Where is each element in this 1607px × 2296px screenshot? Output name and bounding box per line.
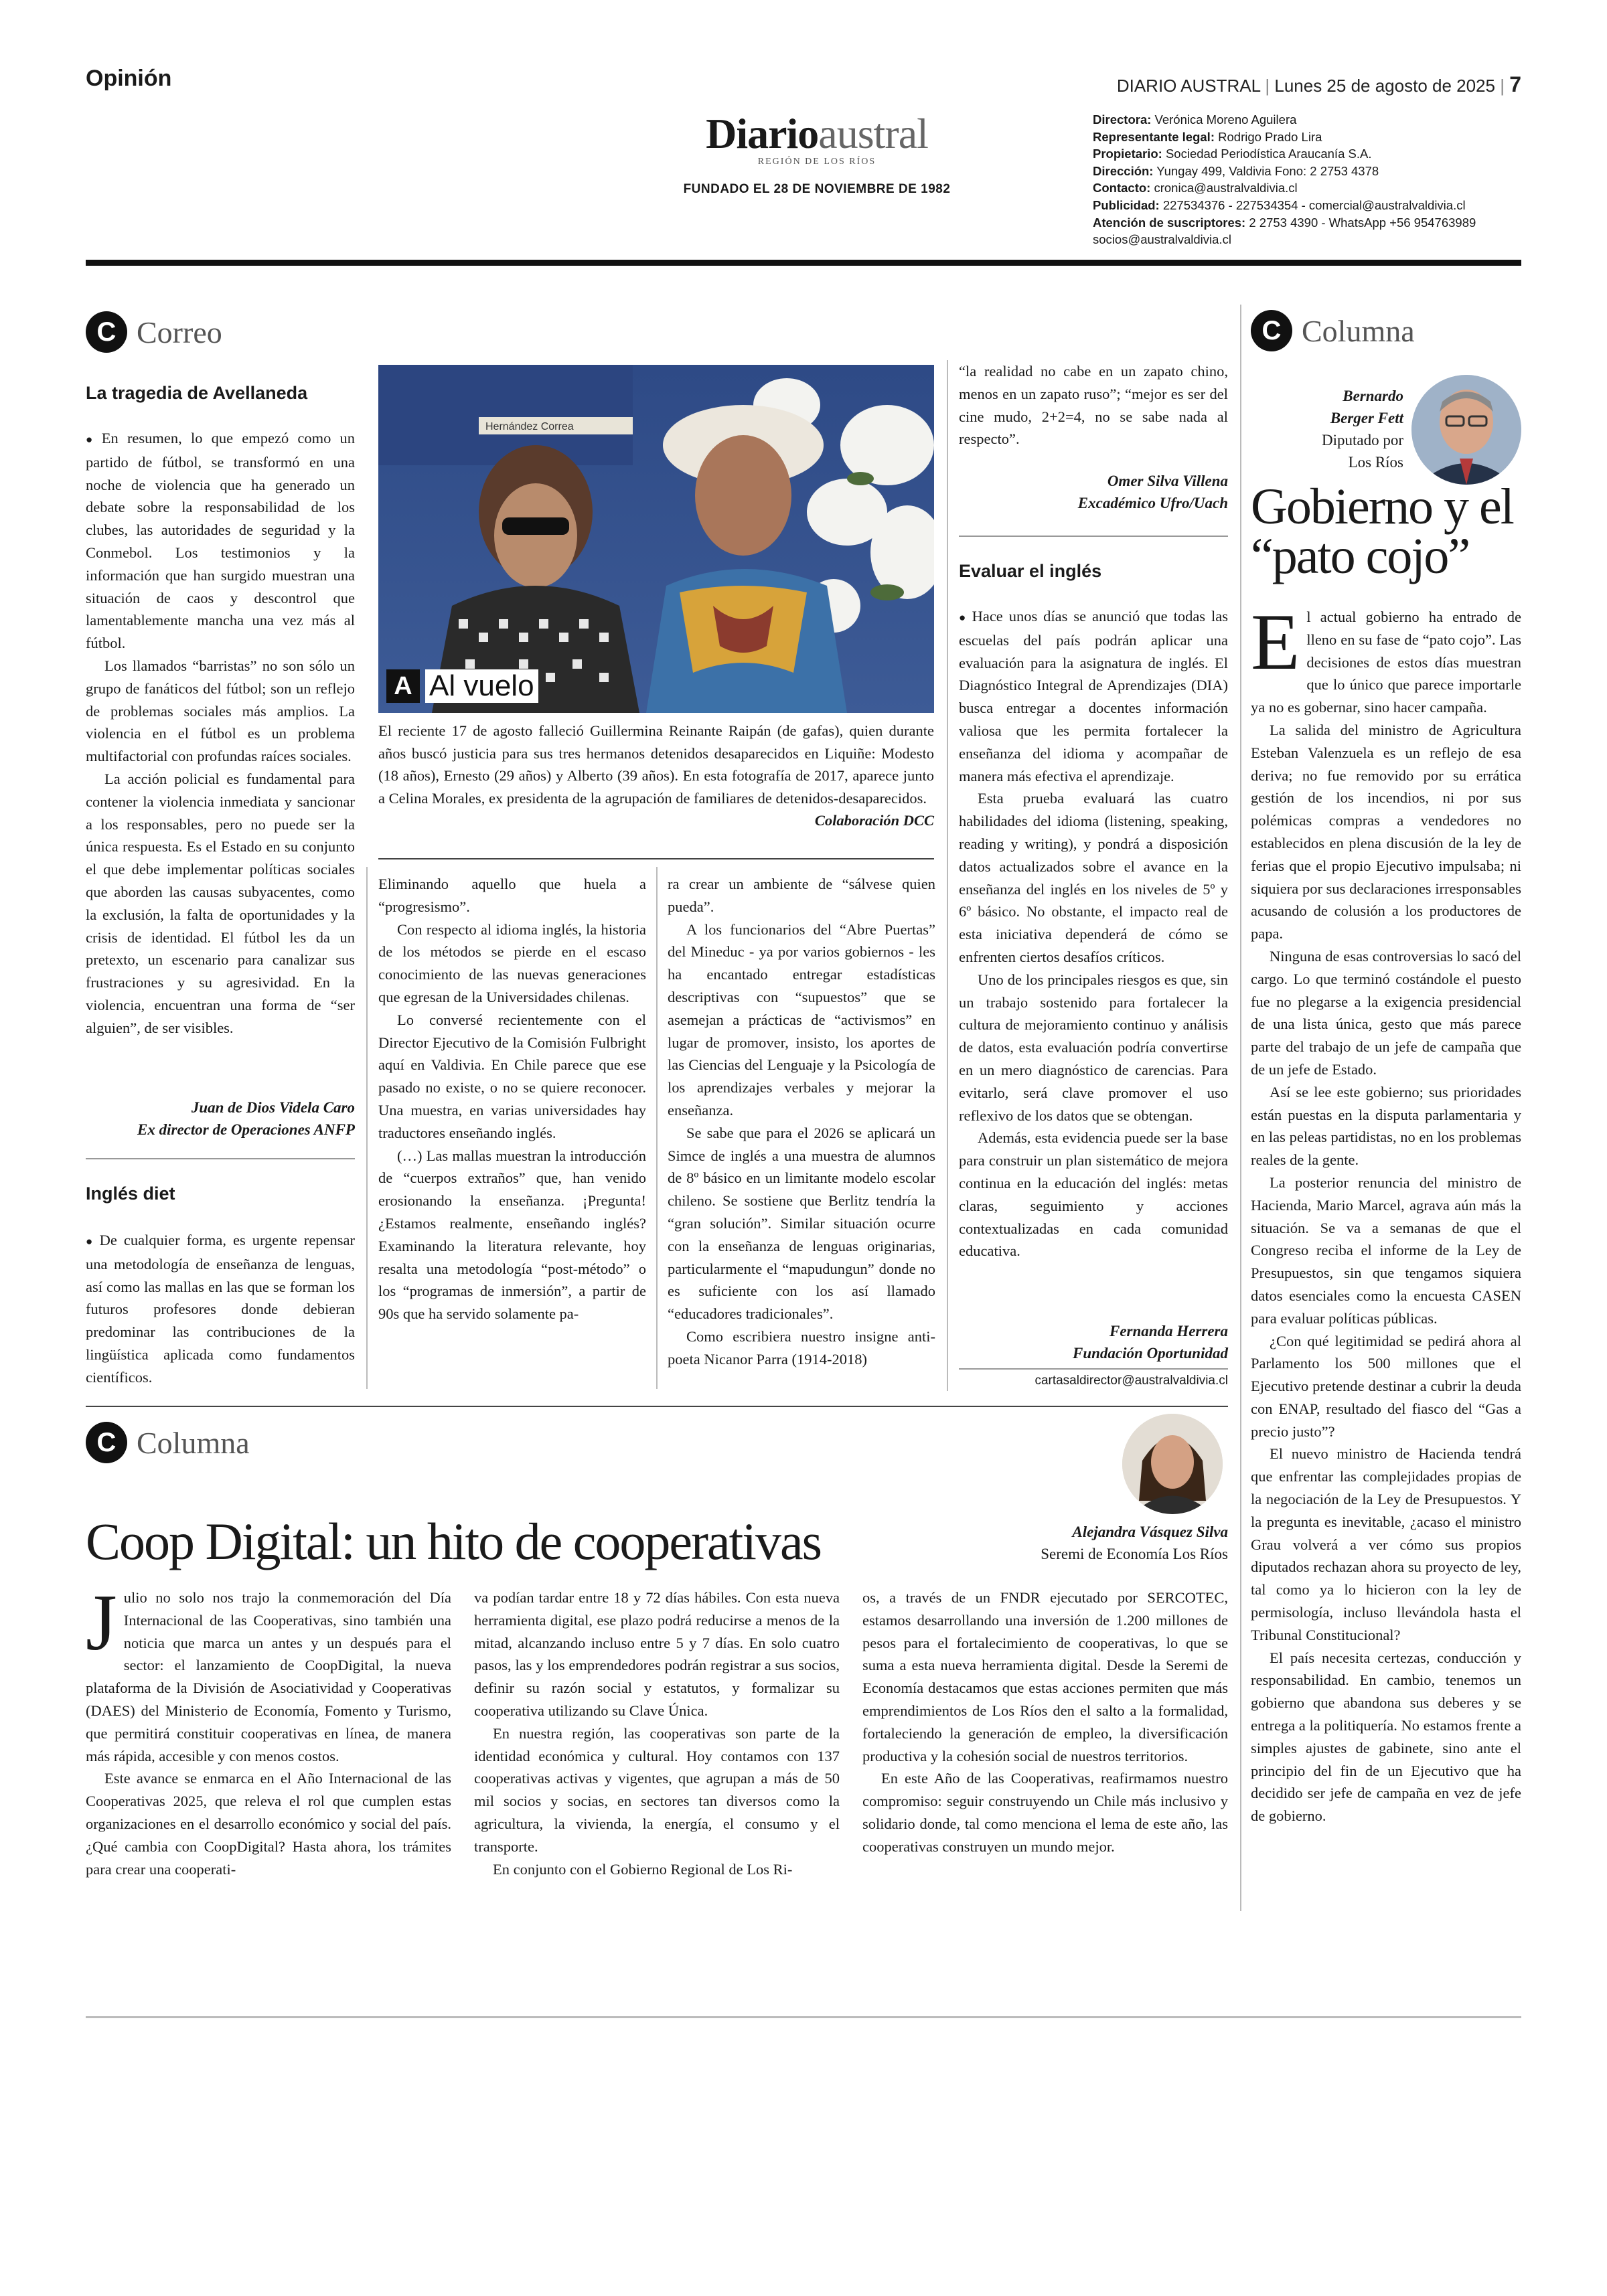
paragraph: En conjunto con el Gobierno Regional de Los Ri- (493, 1860, 793, 1878)
paragraph: va podían tardar entre 18 y 72 días hábiles. Con esta nueva herramienta digital, ese plazo podrá reducirse a menos de la mitad, alcanzando incluso entre 5 y 7 días. En solo cuatro pasos, las y los emprendedores podrán registrar a sus socios, definir su razón social y estatutos, y formalizar su cooperativa utilizando su Clave Única. (474, 1589, 840, 1719)
paragraph: ulio no solo nos trajo la conmemoración del Día Internacional de las Cooperativas, sino también una noticia que marca un antes y un después para el sector: el lanzamiento de CoopDigital, la nueva plataforma de la División de Asociatividad y Cooperativas (DAES) del Ministerio de Economía, Fomento y Turismo, que permitirá constituir cooperativas en línea, de manera más rápida, accesible y con menos costos. (86, 1589, 451, 1765)
signature-role: Ex director de Operaciones ANFP (137, 1121, 355, 1138)
staff-line: Representante legal: Rodrigo Prado Lira (1093, 129, 1322, 144)
divider (86, 1406, 1228, 1407)
author-last-name: Berger Fett (1330, 410, 1403, 426)
paragraph: Ninguna de esas controversias lo sacó del cargo. Lo que terminó costándole el puesto fue no plegarse a la exigencia presidencial de una lista única, gesto que más parece parte del trabajo de un jefe de campaña que de un jefe de Estado. (1251, 947, 1521, 1078)
paragraph: ● De cualquier forma, es urgente repensar una metodología de enseñanza de lenguas, así como las mallas en las que se forman los futuros profesores donde debieran predominar las contribuciones de la lingüística aplicada como fundamentos científicos. (86, 1229, 355, 1389)
avatar-portrait (1411, 375, 1521, 485)
paragraph: l actual gobierno ha entrado de lleno en su fase de “pato cojo”. Las decisiones de estos días muestran que lo único que parece importarle ya no es gobernar, sino hacer campaña. (1251, 608, 1521, 716)
divider (959, 1368, 1228, 1370)
page-folio: DIARIO AUSTRAL | Lunes 25 de agosto de 2025 | 7 (1116, 72, 1521, 96)
paragraph: Esta prueba evaluará las cuatro habilidades del idioma (listening, speaking, reading y writing), y pondrá a disposición datos actualizados sobre el avance en la enseñanza del inglés en los niveles de 5º y 6º básico. No obstante, el impacto real de esta iniciativa dependerá de cómo se enfrenten ciertos desafíos críticos. (959, 790, 1228, 965)
title-line: “pato cojo” (1251, 528, 1470, 584)
paragraph: “la realidad no cabe en un zapato chino, menos en un zapato ruso”; “mejor es ser del cine mudo, 2+2=4, no se sabe nada al respecto”. (959, 363, 1228, 448)
staff-line: Atención de suscriptores: 2 2753 4390 - WhatsApp +56 954763989 (1093, 215, 1476, 230)
paragraph: El país necesita certezas, conducción y responsabilidad. En cambio, tenemos un gobierno que abandona sus deberes y se entrega a la politiquería. No estamos frente a simples ajustes de gabinete, sino ante el principio del fin de un Ejecutivo que ha decidido ser jefe de campaña en vez de jefe de gobierno. (1251, 1649, 1521, 1825)
author-avatar (1411, 375, 1521, 485)
founded-date: FUNDADO EL 28 DE NOVIEMBRE DE 1982 (683, 182, 951, 196)
paragraph: ● Hace unos días se anunció que todas las escuelas del país podrán aplicar una evaluación para la asignatura de inglés. El Diagnóstico Integral de Aprendizajes (DIA) busca entregar a docentes información valiosa que les permita fortalecer la enseñanza del idioma y acompañar de manera más efectiva el aprendizaje. (959, 605, 1228, 787)
photo-tag-letter-icon: A (386, 669, 420, 703)
staff-line: socios@australvaldivia.cl (1093, 232, 1231, 247)
column-body (86, 1578, 451, 1880)
paragraph: Con respecto al idioma inglés, la historia de los métodos se pierde en el escaso conocimiento de las nuevas generaciones que egresan de la Universidades chilenas. (378, 920, 646, 1005)
avatar-portrait (1122, 1414, 1223, 1514)
paragraph: Como escribiera nuestro insigne anti-poeta Nicanor Parra (1914-2018) (668, 1327, 935, 1368)
signature-name: Fernanda Herrera (1109, 1323, 1228, 1339)
photo-banner-text: Hernández Correa (485, 421, 574, 432)
paragraph: En este Año de las Cooperativas, reafirmamos nuestro compromiso: seguir construyendo un Chile más inclusivo y solidario donde, tal como menciona el lema de este año, las cooperativas construyen un mundo mejor. (862, 1770, 1228, 1855)
staff-line: Publicidad: 227534376 - 227534354 - comercial@australvaldivia.cl (1093, 197, 1466, 212)
signature-name: Omer Silva Villena (1107, 473, 1228, 489)
correo-section-head (86, 311, 222, 353)
letter-body-continued (378, 873, 646, 1325)
paragraph: os, a través de un FNDR ejecutado por SERCOTEC, estamos desarrollando una inversión de 1.200 millones de pesos para el fortalecimiento de cooperativas, lo que se suma a esta nueva herramienta digital. Desde la Seremi de Economía destacamos que estas acciones permiten que más emprendimientos de Los Ríos den el salto a la formalidad, fortaleciendo la generación de empleo, la diversificación productiva y la cohesión social de nuestros territorios. (862, 1589, 1228, 1765)
author-avatar (1122, 1414, 1223, 1514)
caption-text: El reciente 17 de agosto falleció Guillermina Reinante Raipán (de gafas), quien durante años buscó justicia para sus tres hermanos detenidos desaparecidos en Liquiñe: Modesto (18 años), Ernesto (29 años) y Alberto (39 años). En esta fotografía de 2017, aparece junto a Celina Morales, ex presidenta de la agrupación de familiares de detenidos-desaparecidos. (378, 722, 934, 807)
letter-signature (959, 1320, 1228, 1364)
signature-role: Fundación Oportunidad (1073, 1345, 1228, 1362)
letter-body-continued (959, 360, 1228, 450)
staff-line: Contacto: cronica@australvaldivia.cl (1093, 181, 1298, 195)
paragraph: ● En resumen, lo que empezó como un partido de fútbol, se transformó en una noche de violencia que ha generado un debate sobre la responsabilidad de los clubes, las autoridades de seguridad y la Conmebol. Los testimonios y la información que han surgido muestran una situación de caos y descontrol que lamentablemente mancha una vez más al fútbol. (86, 427, 355, 655)
column-author (1251, 385, 1403, 473)
section-badge-icon: C (86, 311, 127, 353)
news-photo (378, 365, 934, 713)
staff-line: Directora: Verónica Moreno Aguilera (1093, 112, 1297, 127)
logo-region: REGIÓN DE LOS RÍOS (757, 157, 876, 167)
paragraph: Además, esta evidencia puede ser la base para construir un plan sistemático de mejora continua en la educación del inglés: metas claras, seguimiento y acciones contextualizadas en cada comunidad educativa. (959, 1129, 1228, 1260)
section-badge-icon: C (86, 1422, 127, 1463)
photo-illustration (378, 365, 934, 713)
paragraph: La salida del ministro de Agricultura Esteban Valenzuela es un reflejo de esa deriva; no fue removido por su errática gestión de los incendios, ni por sus polémicas compras a vendedores no establecidos en plena discusión de la ley de ferias que el propio Ejecutivo impulsaba; ni siquiera por sus declaraciones irresponsables acusando de colusión a los productores de papa. (1251, 721, 1521, 942)
folio-page-number: 7 (1509, 72, 1521, 96)
logo-bold: Diario (706, 110, 819, 157)
folio-paper: DIARIO AUSTRAL (1116, 76, 1261, 96)
photo-tag-label: Al vuelo (425, 669, 538, 703)
folio-date: Lunes 25 de agosto de 2025 (1274, 76, 1495, 96)
signature-name: Juan de Dios Videla Caro (191, 1099, 355, 1116)
section-label-correo: Correo (137, 315, 222, 349)
paragraph: ¿Con qué legitimidad se pedirá ahora al Parlamento los 500 millones que el Ejecutivo pretende destinar a cubrir la deuda con ENAP, resultado del fiasco del “Gas a precio justo”? (1251, 1332, 1521, 1440)
masthead (670, 112, 964, 197)
paragraph: (…) Las mallas muestran la introducción de “cuerpos extraños” que, han venido erosionando la enseñanza. ¡Pregunta! ¿Estamos realmente, enseñando inglés? Examinando la literatura relevante, hoy resalta una metodología “post-método” o los “programas de inmersión”, a partir de 90s que ha servido solamente pa- (378, 1147, 646, 1323)
letter-body (959, 605, 1228, 1262)
letters-email: cartasaldirector@australvaldivia.cl (1035, 1374, 1228, 1388)
paragraph: La posterior renuncia del ministro de Hacienda, Mario Marcel, agrava aún más la situación. Se va a semanas de que el Congreso reciba el informe de la Ley de Presupuestos, sin que tengamos siquiera datos esenciales como la encuesta CASEN para evaluar políticas públicas. (1251, 1173, 1521, 1327)
paragraph: La acción policial es fundamental para contener la violencia inmediata y sancionar a los responsables, pero no puede ser la única respuesta. Es el Estado en su conjunto el que debe implementar políticas sociales que aborden las causas subyacentes, como la exclusión, la falta de oportunidades y la crisis de identidad. El fútbol les da un pretexto, un escenario para canalizar sus frustraciones y su agresividad. En la violencia, encuentran una forma de “ser alguien”, de ser visibles. (86, 770, 355, 1036)
dropcap: J (86, 1578, 117, 1667)
column-title: Coop Digital: un hito de cooperativas (86, 1512, 821, 1570)
staff-line: Dirección: Yungay 499, Valdivia Fono: 2 2753 4378 (1093, 163, 1379, 178)
column-title (1251, 479, 1521, 584)
letter-body-continued (668, 873, 935, 1371)
paragraph: Eliminando aquello que huela a “progresismo”. (378, 876, 646, 915)
title-line: Gobierno y el (1251, 479, 1513, 535)
masthead-logo (670, 112, 964, 155)
column-rule (1240, 305, 1241, 1911)
logo-light: austral (818, 110, 928, 157)
photo-tag (386, 669, 538, 703)
letter-signature (86, 1096, 355, 1141)
section-badge-icon: C (1251, 310, 1292, 351)
letter-title: Evaluar el inglés (959, 561, 1102, 581)
paragraph: Este avance se enmarca en el Año Internacional de las Cooperativas 2025, que releva el rol que cumplen estas organizaciones en el desarrollo económico y social del país. ¿Qué cambia con CoopDigital? Hasta ahora, los trámites para crear una cooperati- (86, 1770, 451, 1878)
column-body (862, 1586, 1228, 1858)
column-body (1251, 597, 1521, 1827)
author-name: Alejandra Vásquez Silva (1072, 1524, 1228, 1540)
signature-role: Excadémico Ufro/Uach (1077, 495, 1228, 511)
paragraph: Se sabe que para el 2026 se aplicará un Simce de inglés a una muestra de alumnos de 8º básico en un limitante modelo escolar chileno. Se sostiene que Berlitz tendría la “gran solución”. Similar situación ocurre con la enseñanza de lenguas originarias, particularmente el “mapudungun” donde no es suficiente con los así llamado “educadores tradicionales”. (668, 1124, 935, 1323)
paragraph: En nuestra región, las cooperativas son parte de la identidad económica y cultural. Hoy contamos con 137 cooperativas activas y vigentes, que agrupan a más de 50 mil socios y socias, en sectores tan diversos como la agricultura, la vivienda, la energía, el consumo y el transporte. (474, 1724, 840, 1855)
section-label-columna: Columna (137, 1425, 250, 1460)
column-author (959, 1521, 1228, 1565)
author-role: Seremi de Economía Los Ríos (1041, 1546, 1228, 1562)
letter-title: La tragedia de Avellaneda (86, 383, 308, 403)
column-section-head (86, 1422, 250, 1463)
section-label-columna: Columna (1302, 313, 1415, 348)
column-section-head (1251, 310, 1415, 351)
section-label: Opinión (86, 66, 172, 91)
author-role: Diputado por (1321, 432, 1403, 448)
paragraph: A los funcionarios del “Abre Puertas” del Mineduc - ya por varios gobiernos - les ha encantado entregar estadísticas descriptivas con “supuestos” que se asemejan a prácticas de “activismos” en lugar de promover, insisto, los aportes de las Ciencias del Lenguaje y la Psicología de los aprendizajes verbales y mejorar la enseñanza. (668, 920, 935, 1119)
letter-body (86, 1229, 355, 1389)
paragraph: Así se lee este gobierno; sus prioridades están puestas en la disputa parlamentaria y en las peleas partidistas, no en los problemas reales de la gente. (1251, 1083, 1521, 1169)
staff-line: Propietario: Sociedad Periodística Araucanía S.A. (1093, 147, 1372, 161)
column-body (474, 1586, 840, 1880)
author-role: Los Ríos (1348, 454, 1403, 471)
divider (86, 1158, 355, 1159)
column-rule (366, 867, 368, 1389)
paragraph: Lo conversé recientemente con el Director Ejecutivo de la Comisión Fulbright aquí en Valdivia. En Chile parece que ese pasado no existe, o no se quiere reconocer. Una muestra, en varias universidades hay traductores enseñando inglés. (378, 1011, 646, 1141)
column-rule (656, 867, 658, 1389)
dropcap: E (1251, 597, 1300, 686)
footer-divider (86, 2016, 1521, 2018)
header-divider (86, 260, 1521, 266)
paragraph: Los llamados “barristas” no son sólo un grupo de fanáticos del fútbol; son un reflejo de problemas sociales más amplios. La violencia en el fútbol es un problema multifactorial con profundas raíces sociales. (86, 657, 355, 765)
paragraph: El nuevo ministro de Hacienda tendrá que enfrentar las complejidades propias de la negociación de la Ley de Presupuestos. Y la pregunta es inevitable, ¿acaso el ministro Grau volverá a ver cómo sus propios diputados rechazan ahora su proyecto de ley, tal como ya lo hicieron con la ley de permisología, incluso llevándola hasta el Tribunal Constitucional? (1251, 1445, 1521, 1643)
staff-box (1093, 111, 1521, 248)
divider (378, 858, 934, 859)
letter-signature (959, 470, 1228, 514)
author-first-name: Bernardo (1343, 388, 1403, 404)
divider (959, 536, 1228, 537)
paragraph: Uno de los principales riesgos es que, sin un trabajo sostenido para fortalecer la cultura de mejoramiento continuo y análisis de datos, esta evaluación podría convertirse en un mero diagnóstico de carencias. Para evitarlo, será clave promover el uso reflexivo de los datos que se obtengan. (959, 971, 1228, 1124)
photo-caption (378, 720, 934, 832)
photo-credit: Colaboración DCC (814, 812, 934, 829)
letter-title: Inglés diet (86, 1183, 175, 1204)
letter-body (86, 427, 355, 1040)
paragraph: ra crear un ambiente de “sálvese quien pueda”. (668, 876, 935, 915)
column-rule (947, 360, 948, 1391)
